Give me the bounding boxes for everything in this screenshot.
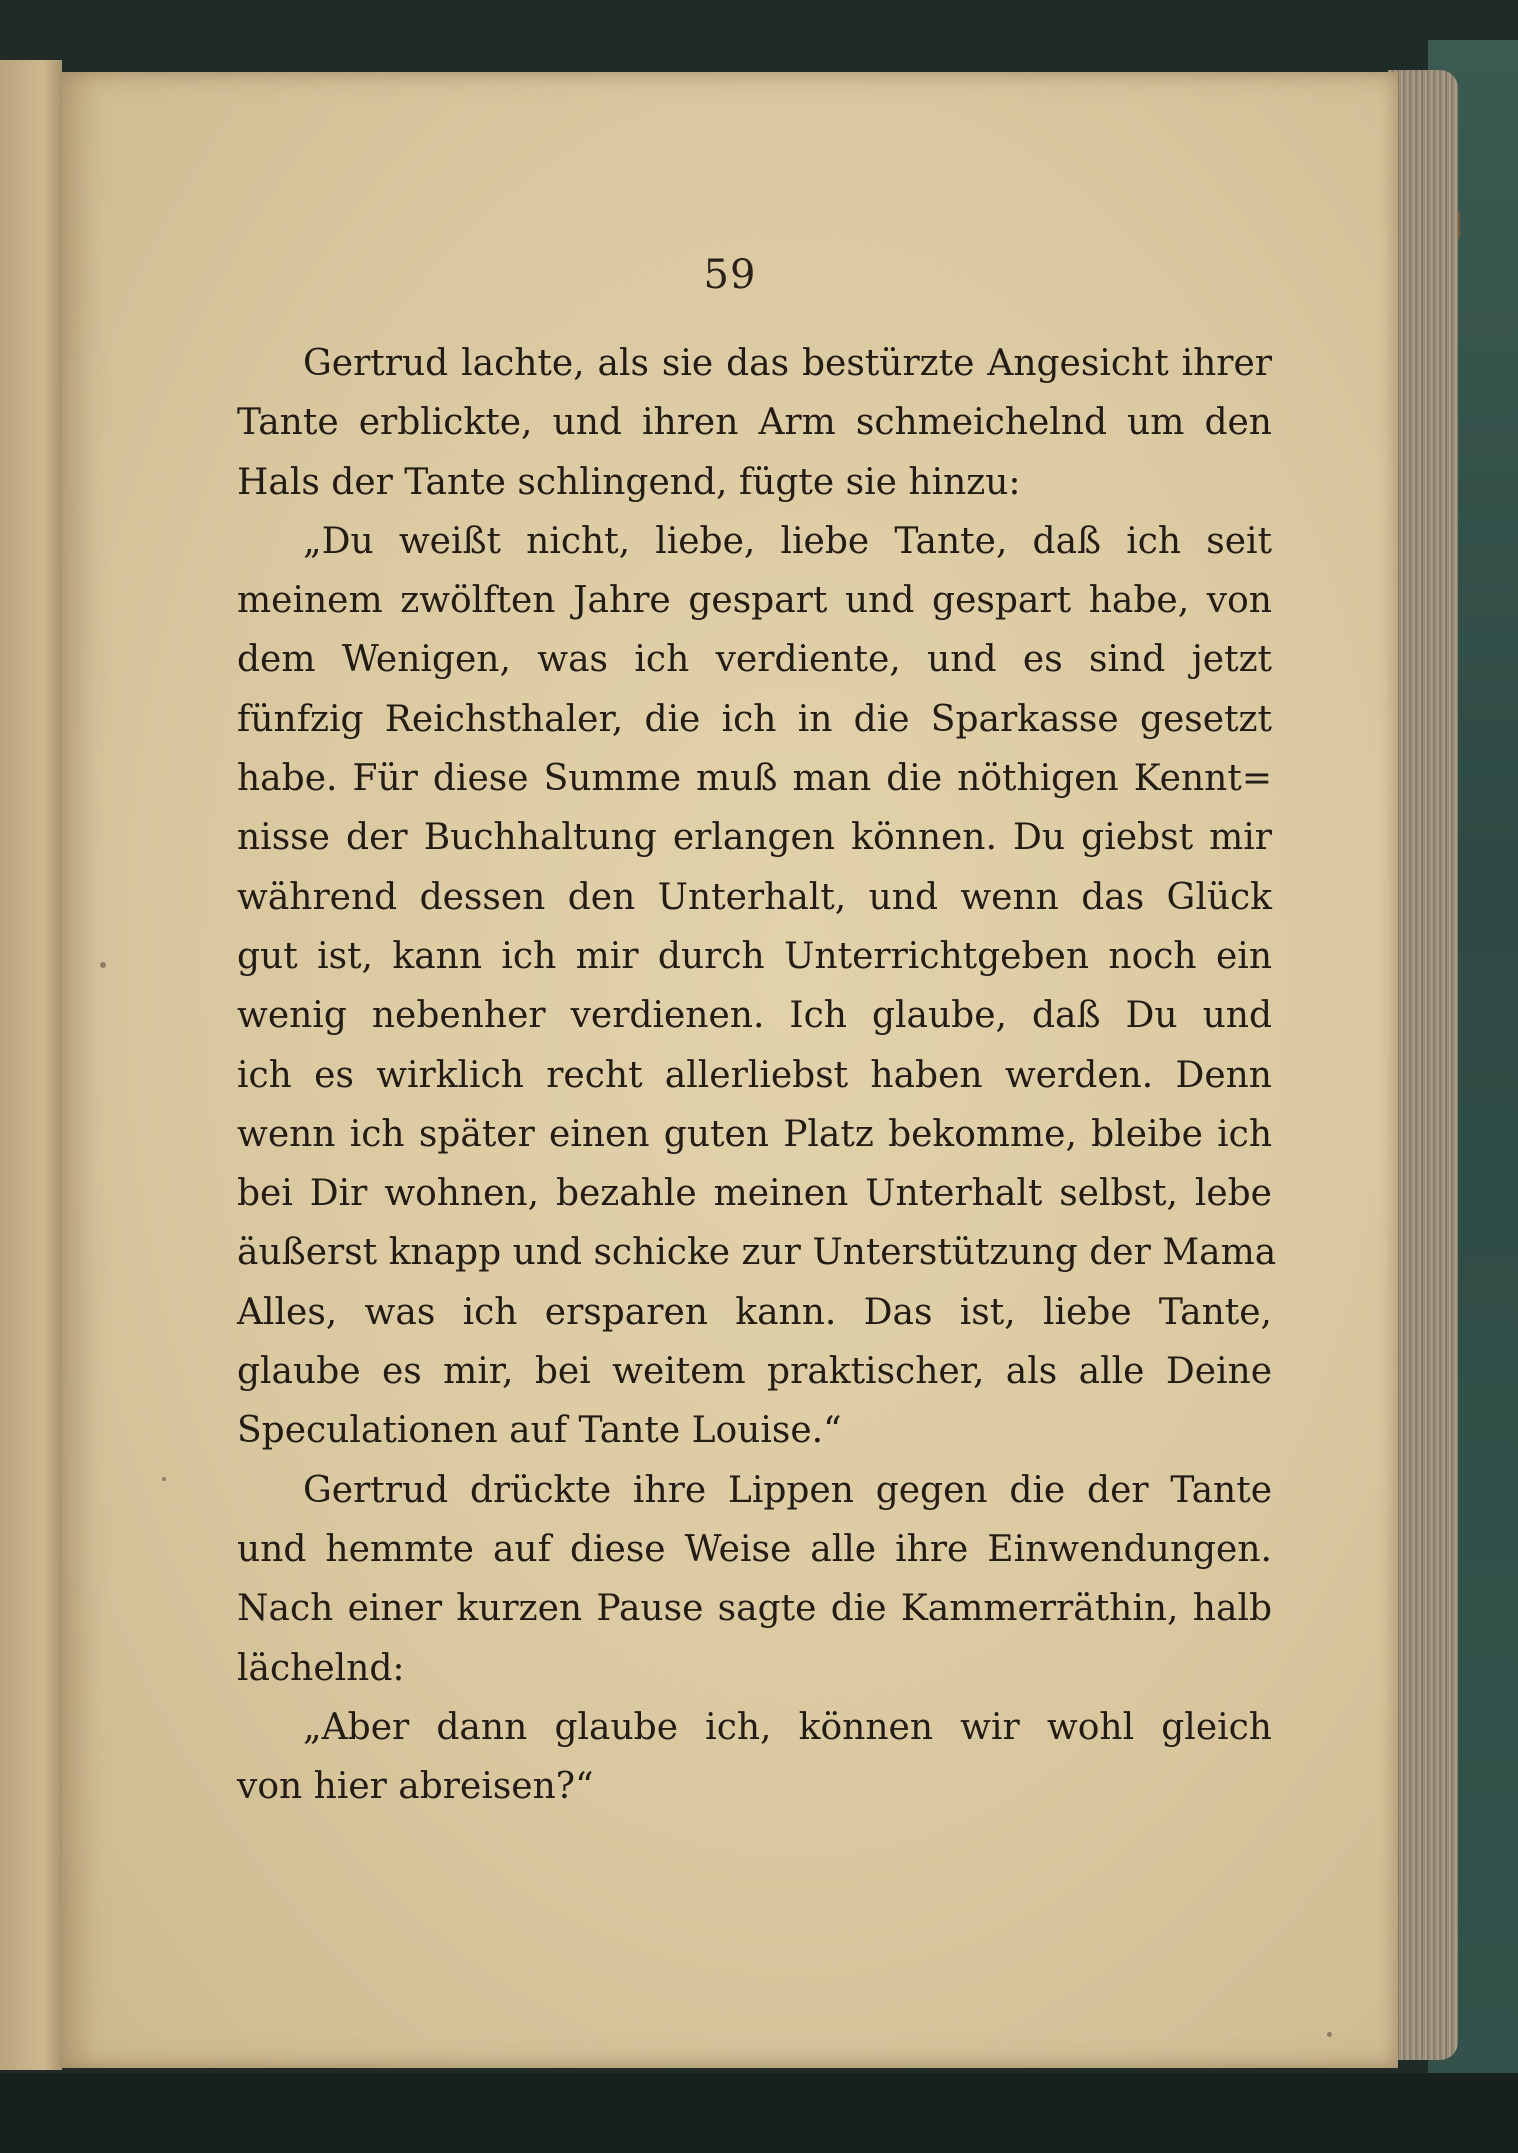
- paper-speck: [1327, 2032, 1332, 2037]
- text-line: Gertrud drückte ihre Lippen gegen die der Tante: [303, 1469, 1272, 1511]
- paper-speck: [162, 1477, 166, 1481]
- text-line: Nach einer kurzen Pause sagte die Kammerräthin, halb: [237, 1588, 1272, 1630]
- text-line: wenn ich später einen guten Platz bekomme, bleibe ich: [237, 1113, 1272, 1155]
- text-line: Alles, was ich ersparen kann. Das ist, liebe Tante,: [237, 1291, 1272, 1333]
- previous-page-edge: [0, 60, 62, 2070]
- text-line: gut ist, kann ich mir durch Unterrichtgeben noch ein: [237, 935, 1272, 977]
- book-page: [62, 72, 1398, 2068]
- text-line: wenig nebenher verdienen. Ich glaube, daß Du und: [237, 995, 1272, 1037]
- text-line: nisse der Buchhaltung erlangen können. Du giebst mir: [237, 817, 1272, 859]
- page-block-edges: [1388, 70, 1458, 2060]
- text-line: und hemmte auf diese Weise alle ihre Einwendungen.: [237, 1528, 1272, 1570]
- text-line: „Du weißt nicht, liebe, liebe Tante, daß ich seit: [303, 520, 1272, 562]
- text-line: Hals der Tante schlingend, fügte sie hinzu:: [237, 461, 1021, 503]
- text-line: Tante erblickte, und ihren Arm schmeichelnd um den: [237, 402, 1272, 444]
- text-line: ich es wirklich recht allerliebst haben werden. Denn: [237, 1054, 1272, 1096]
- text-line: „Aber dann glaube ich, können wir wohl gleich: [303, 1706, 1272, 1748]
- paper-speck: [100, 962, 106, 968]
- text-line: glaube es mir, bei weitem praktischer, als alle Deine: [237, 1351, 1272, 1393]
- text-line: von hier abreisen?“: [237, 1766, 594, 1808]
- text-line: meinem zwölften Jahre gespart und gespart habe, von: [237, 580, 1272, 622]
- text-line: habe. Für diese Summe muß man die nöthigen Kennt=: [237, 758, 1272, 800]
- text-line: Gertrud lachte, als sie das bestürzte Angesicht ihrer: [303, 343, 1272, 384]
- text-line: dem Wenigen, was ich verdiente, und es sind jetzt: [237, 639, 1272, 681]
- text-line: äußerst knapp und schicke zur Unterstützung der Mama: [237, 1232, 1277, 1274]
- page-text: [237, 334, 1277, 1816]
- text-line: Speculationen auf Tante Louise.“: [237, 1410, 842, 1452]
- text-line: fünfzig Reichsthaler, die ich in die Sparkasse gesetzt: [237, 698, 1272, 740]
- text-line: bei Dir wohnen, bezahle meinen Unterhalt selbst, lebe: [237, 1173, 1272, 1215]
- page-number: 59: [703, 252, 757, 298]
- text-line: lächelnd:: [237, 1647, 405, 1689]
- text-line: während dessen den Unterhalt, und wenn das Glück: [237, 876, 1272, 918]
- book-cover-bottom: [0, 2073, 1518, 2153]
